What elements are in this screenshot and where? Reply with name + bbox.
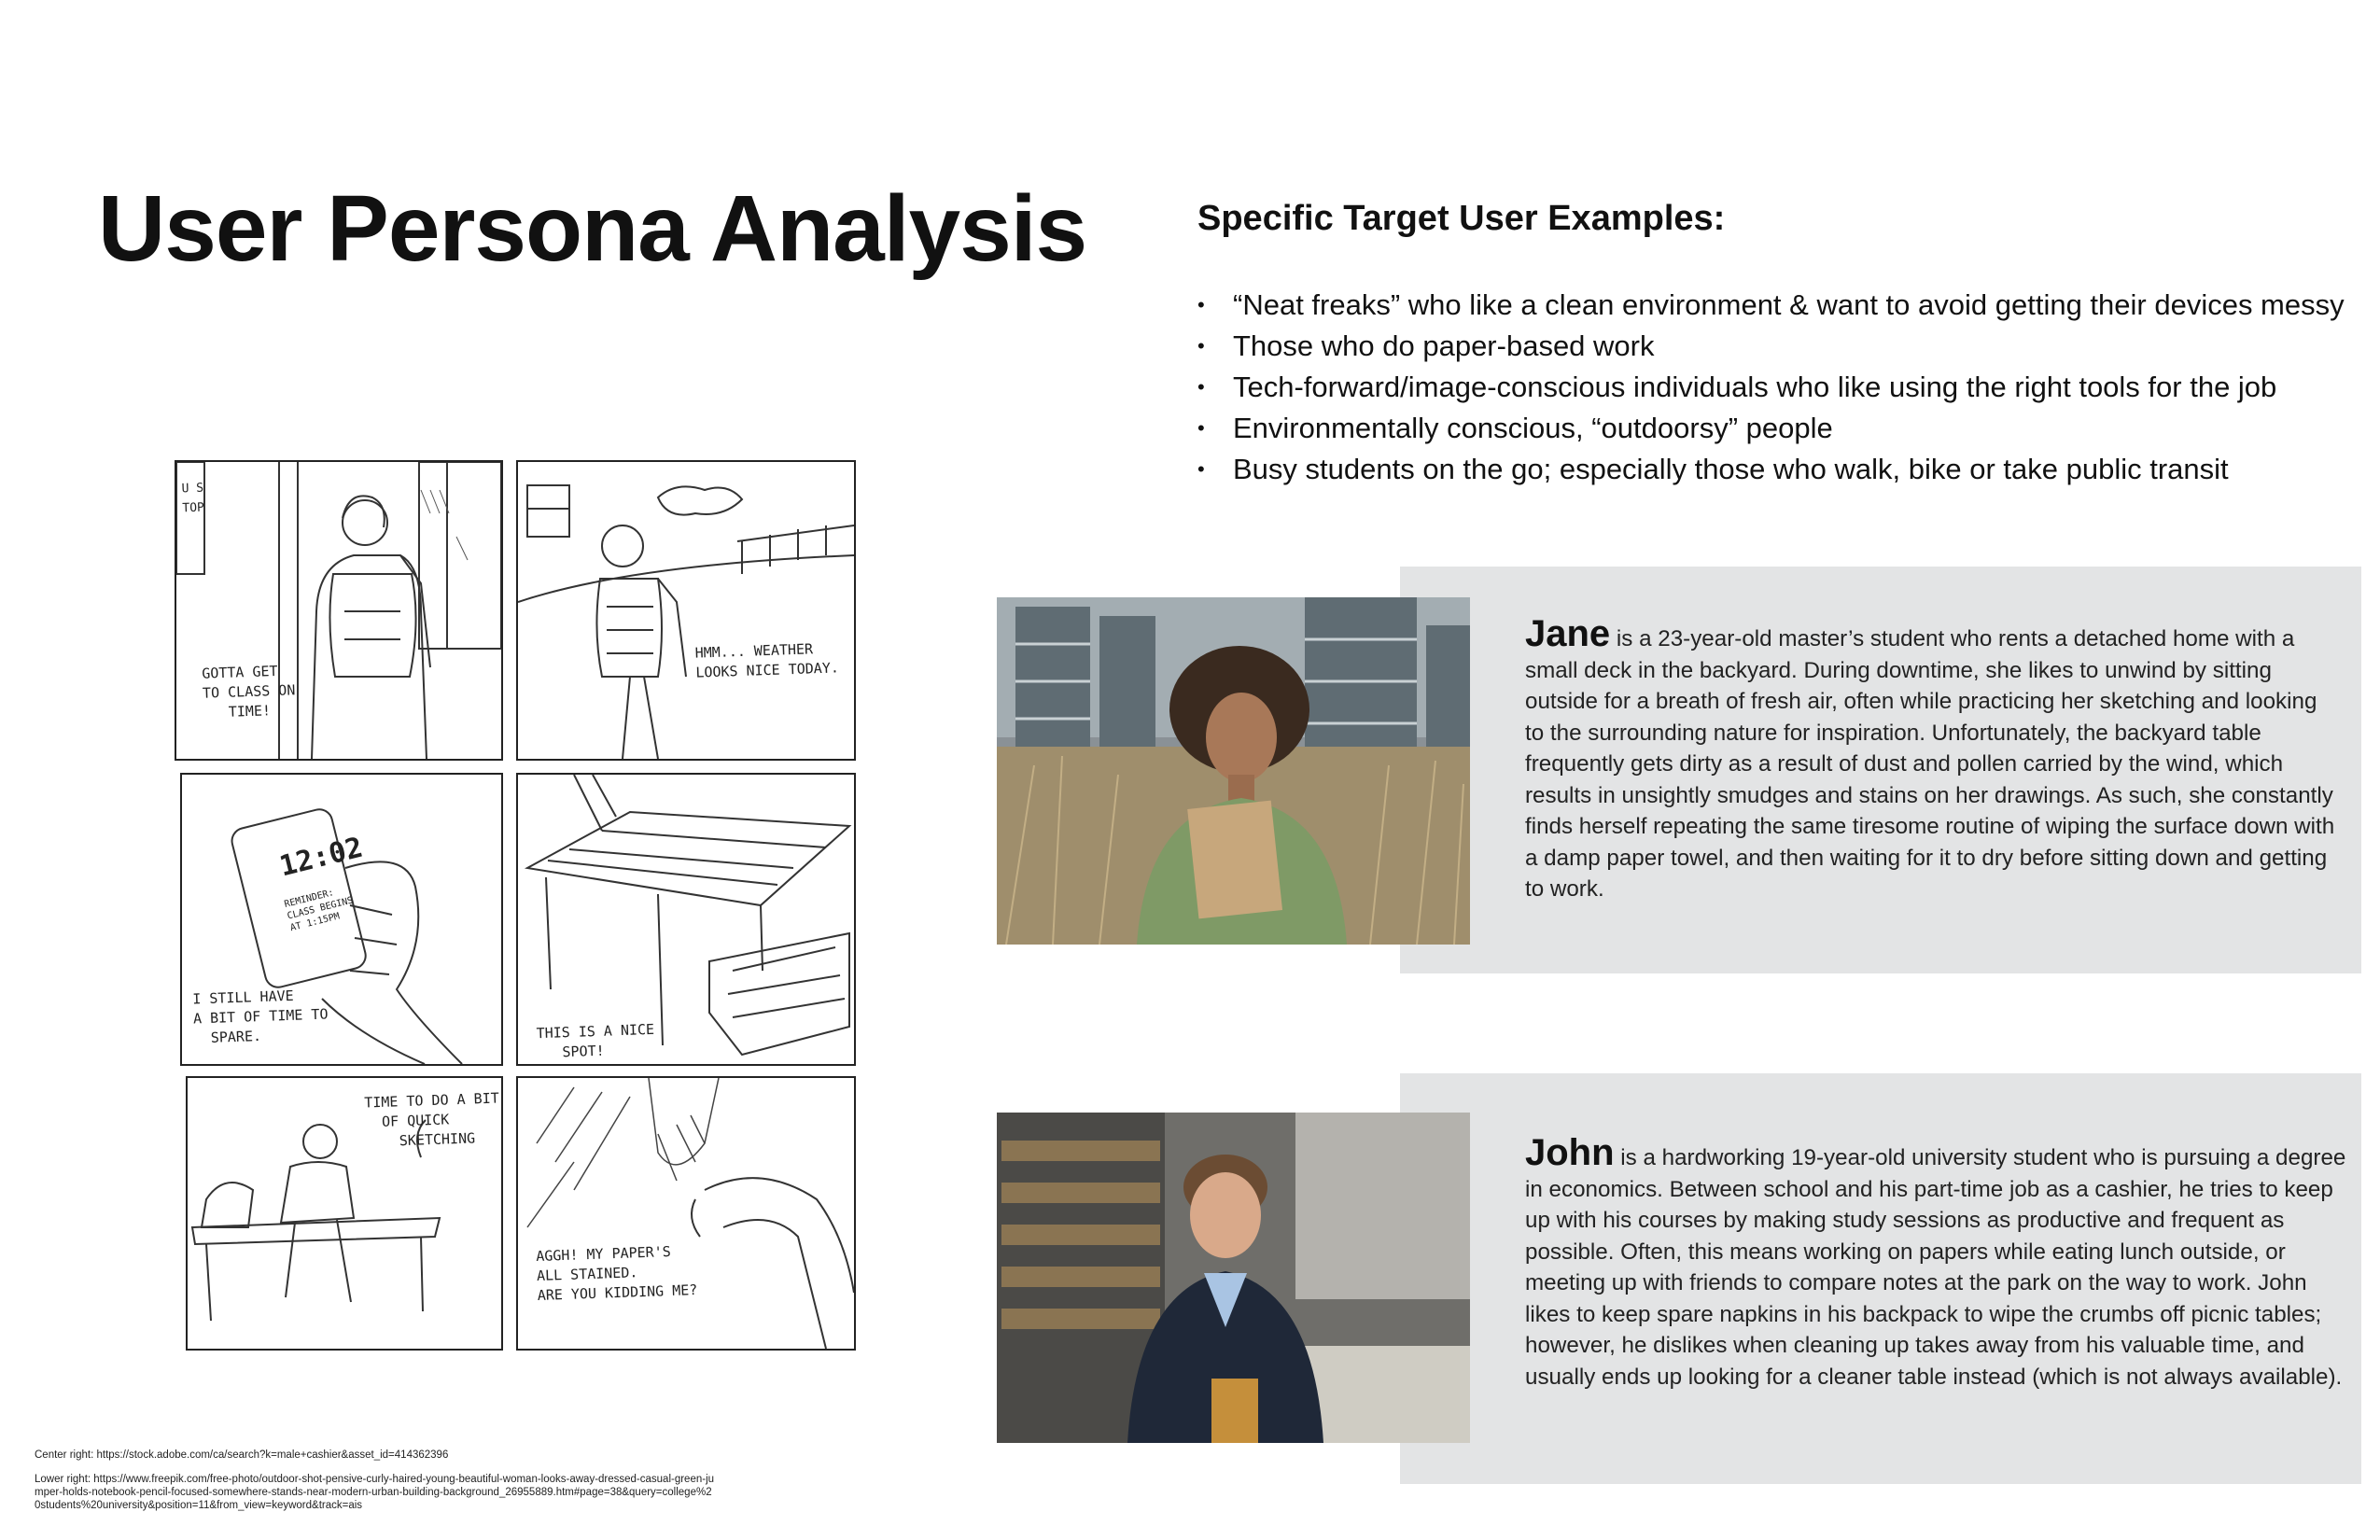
page-title: User Persona Analysis <box>98 176 1087 281</box>
target-user-item: • Environmentally conscious, “outdoorsy” people <box>1197 408 2355 449</box>
image-credit-lower-right: Lower right: https://www.freepik.com/free-photo/outdoor-shot-pensive-curly-haired-young-beautiful-woman-looks-away-dressed-casual-green-jumper-holds-notebook-pencil-focused-somewhere-stands-near-modern-urban-building-background_26955889.htm#page=38&query=college%20students%20university&position=11&from_view=keyword&track=ais <box>35 1474 715 1511</box>
jane-portrait-image <box>997 597 1470 945</box>
john-portrait-image <box>997 1113 1470 1443</box>
panel-3-caption: I STILL HAVE A BIT OF TIME TO SPARE. <box>191 987 329 1047</box>
storyboard-panel-3 <box>180 773 503 1066</box>
jane-description <box>1525 613 2337 905</box>
target-user-item: • “Neat freaks” who like a clean environment & want to avoid getting their devices messy <box>1197 285 2355 326</box>
target-user-item: • Busy students on the go; especially those who walk, bike or take public transit <box>1197 449 2355 490</box>
storyboard-panel-5 <box>186 1076 503 1351</box>
jane-bio: is a 23-year-old master’s student who rents a detached home with a small deck in the backyard. During downtime, she likes to unwind by sitting outside for a breath of fresh air, often while practicing her sketching and looking to the surrounding nature for inspiration. Unfortunately, the backyard table frequently gets dirty as a result of dust and pollen carried by the wind, which results in unsightly smudges and stains on her drawings. As such, she constantly finds herself repeating the same tiresome routine of wiping the surface down with a damp paper towel, and then waiting for it to dry before sitting down and getting to work. <box>1525 626 2335 902</box>
phone-clock: 12:02 <box>276 831 367 884</box>
target-users-list <box>1197 285 2355 490</box>
storyboard-sketch <box>173 455 854 1347</box>
panel-6-caption: AGGH! MY PAPER'S ALL STAINED. ARE YOU KIDDING ME? <box>535 1242 698 1304</box>
panel-5-caption: TIME TO DO A BIT OF QUICK SKETCHING <box>363 1089 500 1151</box>
panel-2-caption: HMM... WEATHER LOOKS NICE TODAY. <box>694 640 840 681</box>
john-photo <box>997 1113 1470 1443</box>
storyboard-panel-2 <box>516 460 856 761</box>
target-user-item: • Those who do paper-based work <box>1197 326 2355 367</box>
panel-1-sign: U S TOP <box>181 481 205 516</box>
jane-name: Jane <box>1525 613 1611 654</box>
image-credit-center-right: Center right: https://stock.adobe.com/ca/search?k=male+cashier&asset_id=414362396 <box>35 1449 449 1461</box>
stained-paper-drawing <box>518 1078 854 1349</box>
target-users-heading: Specific Target User Examples: <box>1197 199 1726 238</box>
storyboard-panel-1 <box>175 460 503 761</box>
panel-4-caption: THIS IS A NICE SPOT! <box>536 1020 655 1062</box>
outdoor-walk-drawing <box>518 462 854 759</box>
picnic-table-drawing <box>518 775 854 1064</box>
target-user-item: • Tech-forward/image-conscious individuals who like using the right tools for the job <box>1197 367 2355 408</box>
john-description <box>1525 1132 2346 1393</box>
jane-photo <box>997 597 1470 945</box>
panel-1-caption: GOTTA GET TO CLASS ON TIME! <box>201 662 296 721</box>
storyboard-panel-4 <box>516 773 856 1066</box>
storyboard-panel-6 <box>516 1076 856 1351</box>
phone-reminder: REMINDER: CLASS BEGINS AT 1:15PM <box>283 888 355 934</box>
john-bio: is a hardworking 19-year-old university student who is pursuing a degree in economics. Between school and his part-time job as a cashier, he tries to keep up with his courses by making study sessions as productive and frequent as possible. Often, this means working on papers while eating lunch outside, or meeting up with friends to compare notes at the park on the way to work. John likes to keep spare napkins in his backpack to wipe the crumbs off picnic tables; however, he dislikes when cleaning up takes away from his valuable time, and usually ends up looking for a cleaner table instead (which is not always available). <box>1525 1145 2346 1390</box>
john-name: John <box>1525 1132 1615 1173</box>
